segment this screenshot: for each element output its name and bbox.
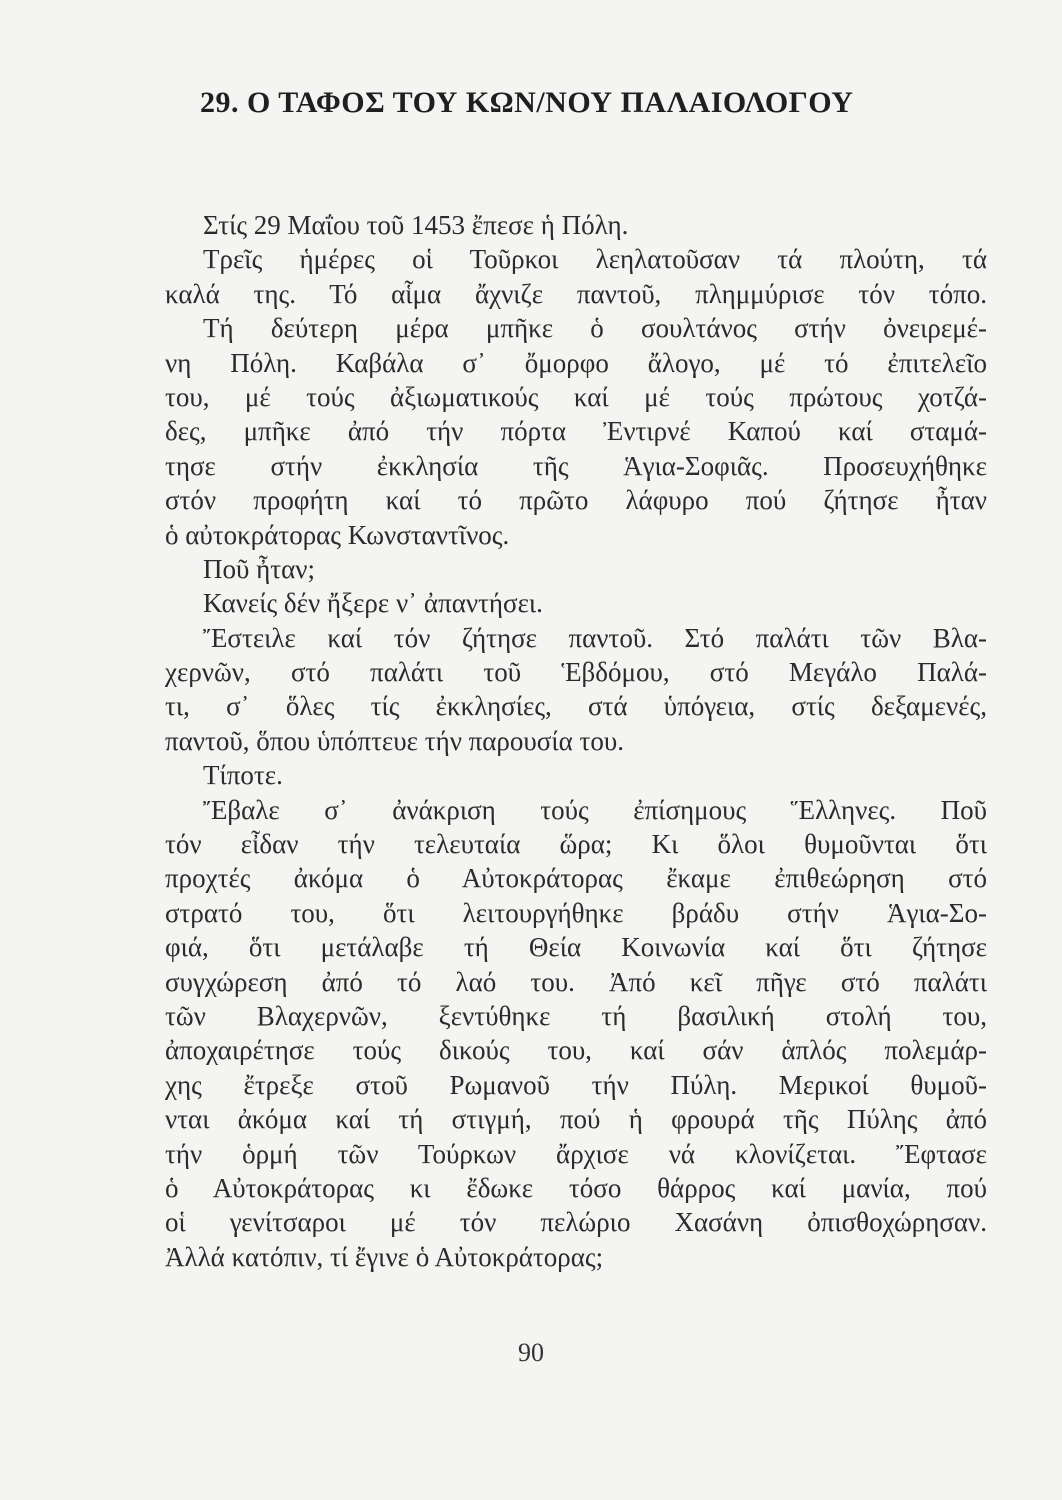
text-line-12: Κανείς δέν ἤξερε ν᾽ ἀπαντήσει. <box>203 588 543 619</box>
text-line-26: χης ἔτρεξε στοῦ Ρωμανοῦ τήν Πύλη. Μερικοί θυμοῦ- <box>165 1069 987 1100</box>
text-line-8: τησε στήν ἐκκλησία τῆς Ἁγια-Σοφιᾶς. Προσευχήθηκε <box>165 450 987 481</box>
text-line-28: τήν ὁρμή τῶν Τούρκων ἄρχισε νά κλονίζεται. Ἔφτασε <box>165 1138 987 1169</box>
text-line-10: ὁ αὐτοκράτορας Κωνσταντῖνος. <box>165 519 510 550</box>
text-line-1: Στίς 29 Μαΐου τοῦ 1453 ἔπεσε ἡ Πόλη. <box>203 210 629 240</box>
text-line-25: ἀποχαιρέτησε τούς δικούς του, καί σάν ἁπλός πολεμάρ- <box>165 1035 987 1066</box>
text-line-9: στόν προφήτη καί τό πρῶτο λάφυρο πού ζήτησε ἦταν <box>165 485 987 516</box>
text-line-24: τῶν Βλαχερνῶν, ξεντύθηκε τή βασιλική στολή του, <box>165 1000 987 1031</box>
text-line-7: δες, μπῆκε ἀπό τήν πόρτα Ἐντιρνέ Καπού καί σταμά- <box>165 416 987 447</box>
text-line-19: τόν εἶδαν τήν τελευταία ὥρα; Κι ὅλοι θυμοῦνται ὅτι <box>165 829 987 860</box>
text-line-11: Ποῦ ἦταν; <box>203 553 315 584</box>
text-line-31: Ἀλλά κατόπιν, τί ἔγινε ὁ Αὐτοκράτορας; <box>165 1241 604 1272</box>
text-line-16: παντοῦ, ὅπου ὑπόπτευε τήν παρουσία του. <box>165 725 624 756</box>
text-line-27: νται ἀκόμα καί τή στιγμή, πού ἡ φρουρά τῆς Πύλης ἀπό <box>165 1104 987 1135</box>
text-line-4: Τή δεύτερη μέρα μπῆκε ὁ σουλτάνος στήν ὀνειρεμέ- <box>203 313 987 344</box>
text-line-18: Ἔβαλε σ᾽ ἀνάκριση τούς ἐπίσημους Ἕλληνες. Ποῦ <box>203 794 987 825</box>
text-line-29: ὁ Αὐτοκράτορας κι ἔδωκε τόσο θάρρος καί μανία, πού <box>165 1172 987 1203</box>
text-line-23: συγχώρεση ἀπό τό λαό του. Ἀπό κεῖ πῆγε στό παλάτι <box>165 966 987 997</box>
text-line-30: οἱ γενίτσαροι μέ τόν πελώριο Χασάνη ὀπισθοχώρησαν. <box>165 1207 987 1238</box>
text-line-13: Ἔστειλε καί τόν ζήτησε παντοῦ. Στό παλάτι τῶν Βλα- <box>203 622 987 653</box>
text-line-20: προχτές ἀκόμα ὁ Αὐτοκράτορας ἔκαμε ἐπιθεώρηση στό <box>165 863 987 894</box>
text-line-21: στρατό του, ὅτι λειτουργήθηκε βράδυ στήν Ἁγια-Σο- <box>165 897 987 928</box>
chapter-title: 29. Ο ΤΑΦΟΣ ΤΟΥ ΚΩΝ/ΝΟΥ ΠΑΛΑΙΟΛΟΓΟΥ <box>200 86 854 119</box>
text-line-2: Τρεῖς ἡμέρες οἱ Τοῦρκοι λεηλατοῦσαν τά πλούτη, τά <box>203 244 987 275</box>
body-text <box>165 208 987 1274</box>
text-line-3: καλά της. Τό αἷμα ἄχνιζε παντοῦ, πλημμύρισε τόν τόπο. <box>165 278 987 309</box>
text-line-6: του, μέ τούς ἀξιωματικούς καί μέ τούς πρώτους χοτζά- <box>165 381 987 412</box>
text-line-15: τι, σ᾽ ὅλες τίς ἐκκλησίες, στά ὑπόγεια, στίς δεξαμενές, <box>165 691 987 722</box>
text-line-22: φιά, ὅτι μετάλαβε τή Θεία Κοινωνία καί ὅτι ζήτησε <box>165 932 987 963</box>
text-line-5: νη Πόλη. Καβάλα σ᾽ ὄμορφο ἄλογο, μέ τό ἐπιτελεῖο <box>165 347 987 378</box>
text-line-17: Τίποτε. <box>203 760 283 791</box>
page-number: 90 <box>518 1338 544 1367</box>
text-line-14: χερνῶν, στό παλάτι τοῦ Ἑβδόμου, στό Μεγάλο Παλά- <box>165 657 987 688</box>
